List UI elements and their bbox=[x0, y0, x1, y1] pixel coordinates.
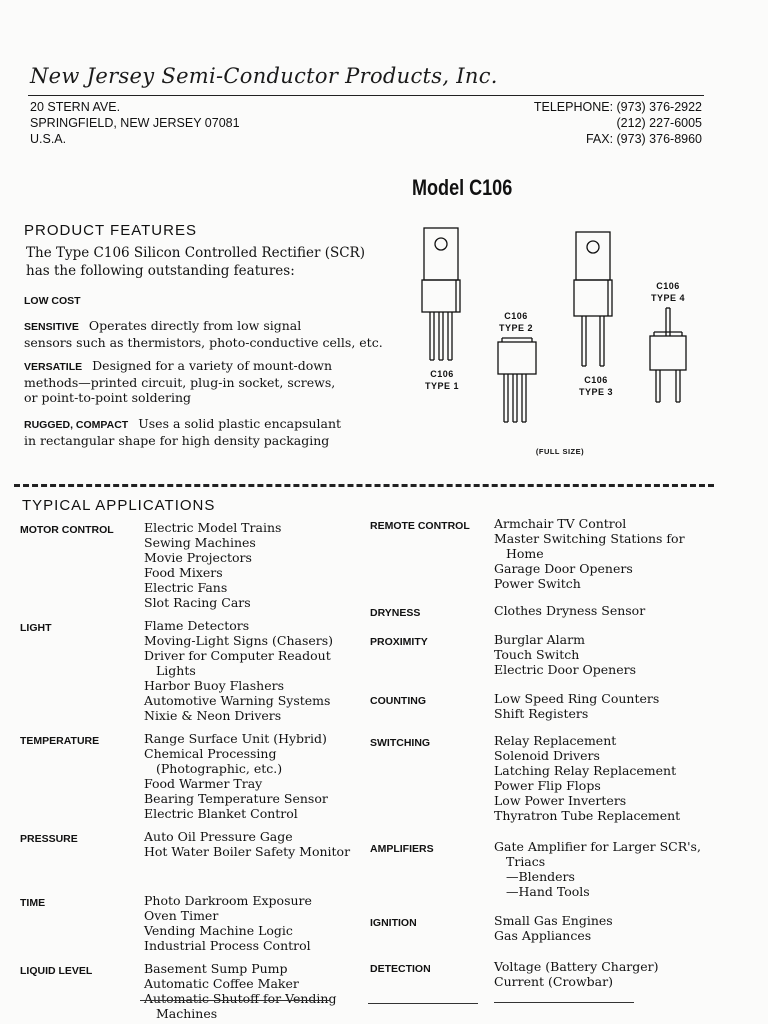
application-item: Electric Blanket Control bbox=[144, 806, 298, 821]
application-item: Basement Sump Pump bbox=[144, 961, 288, 976]
full-size-note: (FULL SIZE) bbox=[535, 447, 585, 456]
application-item: Moving-Light Signs (Chasers) bbox=[144, 633, 334, 648]
package-type-2-label bbox=[486, 310, 546, 334]
application-items bbox=[494, 516, 685, 591]
application-category-label: PROXIMITY bbox=[370, 636, 428, 648]
package-type-3-drawing bbox=[574, 232, 612, 366]
application-items bbox=[144, 618, 333, 723]
application-item: Driver for Computer Readout bbox=[144, 648, 331, 663]
telephone: TELEPHONE: (973) 376-2922 bbox=[533, 100, 702, 114]
footer-rule bbox=[140, 1000, 330, 1001]
application-item: Automotive Warning Systems bbox=[144, 693, 331, 708]
feature-text: or point-to-point soldering bbox=[24, 390, 192, 405]
package-type-2-drawing bbox=[498, 338, 536, 422]
feature-sensitive bbox=[24, 318, 394, 350]
application-item: Flame Detectors bbox=[144, 618, 250, 633]
application-item: Chemical Processing bbox=[144, 746, 277, 761]
application-item: Electric Model Trains bbox=[144, 520, 282, 535]
application-item: Triacs bbox=[506, 854, 546, 869]
application-item: Electric Door Openers bbox=[494, 662, 636, 677]
application-category-label: DETECTION bbox=[370, 963, 431, 975]
package-model: C106 bbox=[656, 281, 680, 291]
application-category-label: MOTOR CONTROL bbox=[20, 524, 114, 536]
application-item: Voltage (Battery Charger) bbox=[494, 959, 659, 974]
application-item: Industrial Process Control bbox=[144, 938, 311, 953]
application-item: Relay Replacement bbox=[494, 733, 617, 748]
application-item: Current (Crowbar) bbox=[494, 974, 613, 989]
application-category-label: DRYNESS bbox=[370, 607, 421, 619]
application-items bbox=[494, 913, 613, 943]
company-address bbox=[30, 99, 240, 147]
intro-line: has the following outstanding features: bbox=[26, 263, 295, 279]
application-item: —Blenders bbox=[506, 869, 575, 884]
application-items bbox=[494, 959, 659, 989]
footer-rule bbox=[368, 1003, 478, 1004]
application-items bbox=[144, 893, 312, 953]
application-item: —Hand Tools bbox=[506, 884, 590, 899]
application-item: Touch Switch bbox=[494, 647, 580, 662]
feature-text: Uses a solid plastic encapsulant bbox=[138, 416, 342, 431]
application-items bbox=[144, 520, 281, 610]
telephone-2: (212) 227-6005 bbox=[616, 116, 702, 130]
package-type-1-label bbox=[412, 368, 472, 392]
feature-text: sensors such as thermistors, photo-conductive cells, etc. bbox=[24, 335, 383, 350]
package-model: C106 bbox=[584, 375, 608, 385]
package-type: TYPE 3 bbox=[578, 387, 613, 397]
application-item: Gate Amplifier for Larger SCR's, bbox=[494, 839, 701, 854]
package-model: C106 bbox=[504, 311, 528, 321]
application-item: Nixie & Neon Drivers bbox=[144, 708, 282, 723]
application-item: Food Warmer Tray bbox=[144, 776, 263, 791]
application-item: Oven Timer bbox=[144, 908, 219, 923]
fax: FAX: (973) 376-8960 bbox=[585, 132, 702, 146]
feature-rugged bbox=[24, 416, 404, 448]
feature-text: in rectangular shape for high density packaging bbox=[24, 433, 330, 448]
package-type-1-drawing bbox=[422, 228, 460, 360]
application-item: Harbor Buoy Flashers bbox=[144, 678, 284, 693]
package-drawings bbox=[410, 222, 710, 432]
intro-line: The Type C106 Silicon Controlled Rectifier (SCR) bbox=[26, 245, 365, 261]
application-category-label: AMPLIFIERS bbox=[370, 843, 434, 855]
application-items bbox=[494, 733, 680, 823]
application-items bbox=[144, 731, 328, 821]
header-rule bbox=[28, 95, 704, 96]
application-items bbox=[494, 691, 659, 721]
typical-applications-heading: TYPICAL APPLICATIONS bbox=[22, 497, 216, 514]
application-item: Burglar Alarm bbox=[494, 632, 585, 647]
features-intro bbox=[26, 244, 365, 280]
application-item: Power Switch bbox=[494, 576, 581, 591]
package-type-4-label bbox=[638, 280, 698, 304]
application-item: Vending Machine Logic bbox=[144, 923, 293, 938]
application-item: Auto Oil Pressure Gage bbox=[144, 829, 293, 844]
address-line-3: U.S.A. bbox=[30, 132, 67, 146]
feature-low-cost: LOW COST bbox=[24, 295, 81, 307]
application-item: Gas Appliances bbox=[494, 928, 592, 943]
application-item: Movie Projectors bbox=[144, 550, 252, 565]
application-category-label: TEMPERATURE bbox=[20, 735, 100, 747]
application-item: Home bbox=[506, 546, 544, 561]
feature-text: methods—printed circuit, plug-in socket, screws, bbox=[24, 375, 336, 390]
feature-label: VERSATILE bbox=[24, 361, 83, 373]
model-title: Model C106 bbox=[412, 175, 513, 200]
application-item: Bearing Temperature Sensor bbox=[144, 791, 328, 806]
product-features-heading: PRODUCT FEATURES bbox=[24, 222, 197, 239]
application-item: Automatic Shutoff for Vending bbox=[144, 991, 337, 1006]
application-item: Low Speed Ring Counters bbox=[494, 691, 660, 706]
application-item: Food Mixers bbox=[144, 565, 223, 580]
application-category-label: IGNITION bbox=[370, 917, 417, 929]
application-category-label: TIME bbox=[20, 897, 46, 909]
feature-text: Designed for a variety of mount-down bbox=[92, 358, 333, 373]
feature-text: Operates directly from low signal bbox=[88, 318, 302, 333]
application-item: Photo Darkroom Exposure bbox=[144, 893, 312, 908]
application-item: Range Surface Unit (Hybrid) bbox=[144, 731, 327, 746]
package-type: TYPE 4 bbox=[650, 293, 685, 303]
application-item: Automatic Coffee Maker bbox=[144, 976, 299, 991]
application-items bbox=[494, 632, 636, 677]
address-line-2: SPRINGFIELD, NEW JERSEY 07081 bbox=[30, 116, 240, 130]
package-model: C106 bbox=[430, 369, 454, 379]
package-type: TYPE 1 bbox=[424, 381, 459, 391]
application-item: Small Gas Engines bbox=[494, 913, 613, 928]
application-category-label: COUNTING bbox=[370, 695, 426, 707]
section-divider bbox=[14, 484, 714, 487]
application-item: Latching Relay Replacement bbox=[494, 763, 677, 778]
application-items bbox=[494, 839, 701, 899]
feature-label: SENSITIVE bbox=[24, 321, 79, 333]
address-line-1: 20 STERN AVE. bbox=[30, 100, 121, 114]
package-type-3-label bbox=[566, 374, 626, 398]
application-item: Slot Racing Cars bbox=[144, 595, 251, 610]
application-category-label: SWITCHING bbox=[370, 737, 431, 749]
application-item: Shift Registers bbox=[494, 706, 589, 721]
package-type-4-drawing bbox=[650, 308, 686, 402]
contact-block bbox=[534, 99, 702, 147]
application-item: Electric Fans bbox=[144, 580, 228, 595]
application-item: Solenoid Drivers bbox=[494, 748, 600, 763]
application-item: Thyratron Tube Replacement bbox=[494, 808, 681, 823]
application-item: (Photographic, etc.) bbox=[156, 761, 283, 776]
application-items bbox=[494, 603, 645, 618]
application-item: Clothes Dryness Sensor bbox=[494, 603, 646, 618]
application-item: Sewing Machines bbox=[144, 535, 256, 550]
feature-versatile bbox=[24, 358, 384, 405]
application-item: Hot Water Boiler Safety Monitor bbox=[144, 844, 351, 859]
package-type: TYPE 2 bbox=[498, 323, 533, 333]
application-item: Machines bbox=[156, 1006, 218, 1021]
application-item: Armchair TV Control bbox=[494, 516, 627, 531]
application-category-label: LIGHT bbox=[20, 622, 52, 634]
application-item: Low Power Inverters bbox=[494, 793, 627, 808]
application-category-label: REMOTE CONTROL bbox=[370, 520, 470, 532]
application-item: Garage Door Openers bbox=[494, 561, 633, 576]
application-item: Master Switching Stations for bbox=[494, 531, 685, 546]
application-items bbox=[144, 829, 350, 859]
company-letterhead: New Jersey Semi-Conductor Products, Inc. bbox=[30, 64, 498, 88]
application-category-label: PRESSURE bbox=[20, 833, 78, 845]
application-item: Power Flip Flops bbox=[494, 778, 601, 793]
application-category-label: LIQUID LEVEL bbox=[20, 965, 93, 977]
footer-rule bbox=[494, 1002, 634, 1003]
application-items bbox=[144, 961, 336, 1021]
feature-label: RUGGED, COMPACT bbox=[24, 419, 129, 431]
application-item: Lights bbox=[156, 663, 196, 678]
